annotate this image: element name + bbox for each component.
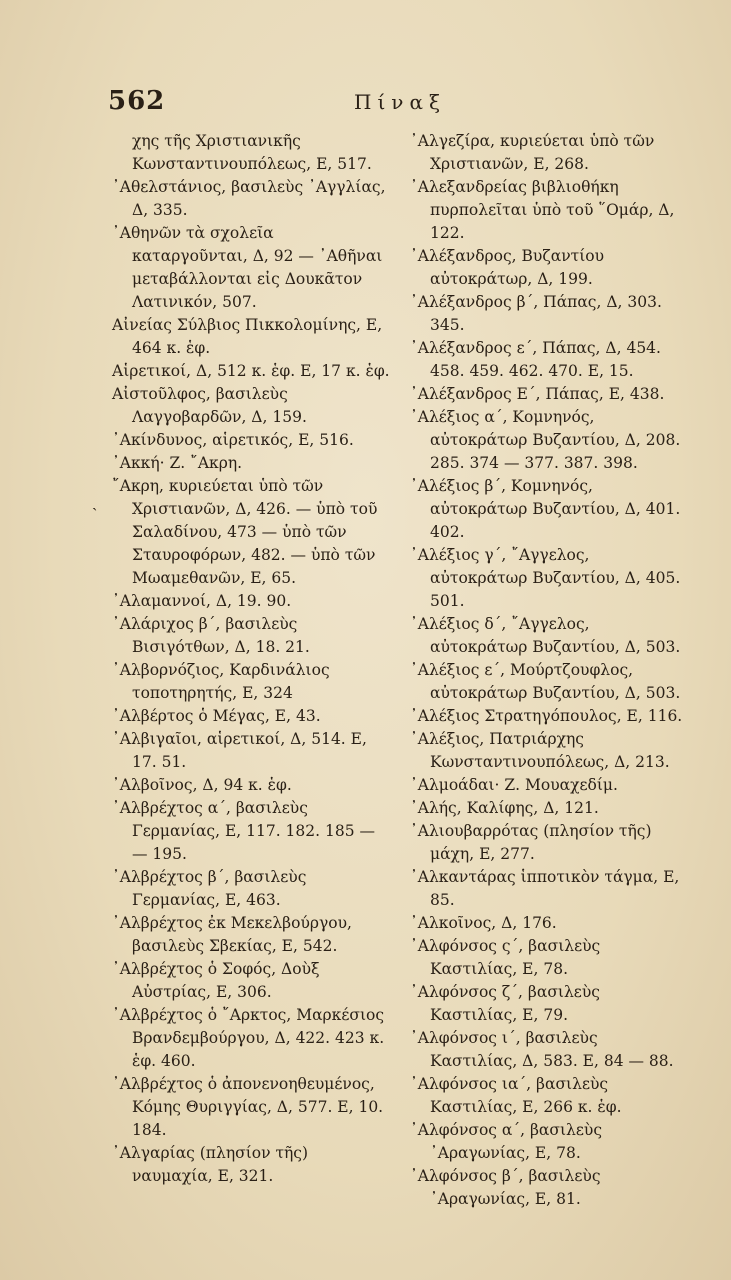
index-entry: ᾿Αλέξιος γ΄, ῎Αγγελος, αὐτοκράτωρ Βυζαντίου, Δ, 405. 501. xyxy=(410,546,681,610)
index-entry: ᾿Αλβέρτος ὁ Μέγας, Ε, 43. xyxy=(112,707,321,725)
index-entry: ᾿Αλέξιος β΄, Κομνηνός, αὐτοκράτωρ Βυζαντίου, Δ, 401. 402. xyxy=(410,477,681,541)
index-entry: ᾿Αλέξανδρος β΄, Πάπας, Δ, 303. 345. xyxy=(410,293,662,334)
index-entry: ᾿Αλιουβαρρότας (πλησίον τῆς) μάχη, Ε, 277. xyxy=(410,822,652,863)
index-entry: ᾿Αλβρέχτος β΄, βασιλεὺς Γερμανίας, Ε, 463. xyxy=(112,868,307,909)
index-entry: ᾿Αλέξιος ε΄, Μούρτζουφλος, αὐτοκράτωρ Βυζαντίου, Δ, 503. xyxy=(410,661,681,702)
index-entry: ᾿Αλβρέχτος ὁ ῎Αρκτος, Μαρκέσιος Βρανδεμβούργου, Δ, 422. 423 κ. ἑφ. 460. xyxy=(112,1006,385,1070)
index-entry: ᾿Αλφόνσος ια΄, βασιλεὺς Καστιλίας, Ε, 266 κ. ἑφ. xyxy=(410,1075,622,1116)
index-entry: ᾿Αλφόνσος ι΄, βασιλεὺς Καστιλίας, Δ, 583. Ε, 84 — 88. xyxy=(410,1029,674,1070)
index-entry: Αἰνείας Σύλβιος Πικκολομίνης, Ε, 464 κ. ἑφ. xyxy=(112,316,383,357)
index-column-left xyxy=(112,130,390,1188)
index-entry: ᾿Ακκή· Ζ. ῎Ακρη. xyxy=(112,454,243,472)
index-entry: ᾿Αλκοῖνος, Δ, 176. xyxy=(410,914,557,932)
index-entry: ᾿Αλέξιος, Πατριάρχης Κωνσταντινουπόλεως, Δ, 213. xyxy=(410,730,670,771)
index-entry: ᾿Αλαμαννοί, Δ, 19. 90. xyxy=(112,592,292,610)
index-column-right xyxy=(410,130,688,1211)
index-entry: ᾿Αλέξιος Στρατηγόπουλος, Ε, 116. xyxy=(410,707,683,725)
running-head: Πίναξ xyxy=(354,90,446,114)
margin-mark: ˎ xyxy=(92,492,98,511)
page-number: 562 xyxy=(108,86,166,116)
index-entry: ᾿Αλμοάδαι· Ζ. Μουαχεδίμ. xyxy=(410,776,618,794)
index-entry: ᾿Αλής, Καλίφης, Δ, 121. xyxy=(410,799,599,817)
index-entry: ᾿Αλφόνσος β΄, βασιλεὺς ᾿Αραγωνίας, Ε, 81. xyxy=(410,1167,601,1208)
index-entry: ᾿Αλέξανδρος, Βυζαντίου αὐτοκράτωρ, Δ, 199. xyxy=(410,247,605,288)
index-entry: ᾿Αλβιγαῖοι, αἱρετικοί, Δ, 514. Ε, 17. 51. xyxy=(112,730,367,771)
index-entry: ᾿Αλεξανδρείας βιβλιοθήκη πυρπολεῖται ὑπὸ τοῦ ῞Ομάρ, Δ, 122. xyxy=(410,178,675,242)
index-entry: ῎Ακρη, κυριεύεται ὑπὸ τῶν Χριστιανῶν, Δ, 426. — ὑπὸ τοῦ Σαλαδίνου, 473 — ὑπὸ τῶν Σταυροφόρων, 482. — ὑπὸ τῶν Μωαμεθανῶν, Ε, 65. xyxy=(112,477,378,587)
index-entry: ᾿Αλβρέχτος α΄, βασιλεὺς Γερμανίας, Ε, 117. 182. 185 — — 195. xyxy=(112,799,375,863)
index-entry: Αἰστοῦλφος, βασιλεὺς Λαγγοβαρδῶν, Δ, 159. xyxy=(112,385,307,426)
index-entry: ᾿Ακίνδυνος, αἱρετικός, Ε, 516. xyxy=(112,431,354,449)
index-entry: ᾿Αλβρέχτος ἐκ Μεκελβούργου, βασιλεὺς Σβεκίας, Ε, 542. xyxy=(112,914,352,955)
index-entry: ᾿Αλφόνσος α΄, βασιλεὺς ᾿Αραγωνίας, Ε, 78. xyxy=(410,1121,603,1162)
index-entry: ᾿Αλφόνσος ς΄, βασιλεὺς Καστιλίας, Ε, 78. xyxy=(410,937,601,978)
index-entry: ᾿Αθηνῶν τὰ σχολεῖα καταργοῦνται, Δ, 92 — ᾿Αθῆναι μεταβάλλονται εἰς Δουκᾶτον Λατινικόν, 507. xyxy=(112,224,383,311)
index-entry: ᾿Αλγαρίας (πλησίον τῆς) ναυμαχία, Ε, 321. xyxy=(112,1144,309,1185)
index-entry: ᾿Αλέξιος α΄, Κομνηνός, αὐτοκράτωρ Βυζαντίου, Δ, 208. 285. 374 — 377. 387. 398. xyxy=(410,408,681,472)
index-entry: ᾿Αλέξιος δ΄, ῎Αγγελος, αὐτοκράτωρ Βυζαντίου, Δ, 503. xyxy=(410,615,681,656)
index-entry: χης τῆς Χριστιανικῆς Κωνσταντινουπόλεως, Ε, 517. xyxy=(132,132,372,173)
index-entry: ᾿Αλάριχος β΄, βασιλεὺς Βισιγότθων, Δ, 18. 21. xyxy=(112,615,310,656)
index-entry: Αἱρετικοί, Δ, 512 κ. ἑφ. Ε, 17 κ. ἑφ. xyxy=(112,362,390,380)
index-entry: ᾿Αλβρέχτος ὁ Σοφός, Δοὺξ Αὐστρίας, Ε, 306. xyxy=(112,960,320,1001)
index-entry: ᾿Αλφόνσος ζ΄, βασιλεὺς Καστιλίας, Ε, 79. xyxy=(410,983,600,1024)
index-entry: ᾿Αλγεζίρα, κυριεύεται ὑπὸ τῶν Χριστιανῶν, Ε, 268. xyxy=(410,132,655,173)
index-entry: ᾿Αθελστάνιος, βασιλεὺς ᾿Αγγλίας, Δ, 335. xyxy=(112,178,386,219)
index-entry: ᾿Αλβοῖνος, Δ, 94 κ. ἑφ. xyxy=(112,776,292,794)
index-entry: ᾿Αλκαντάρας ἱπποτικὸν τάγμα, Ε, 85. xyxy=(410,868,680,909)
index-entry: ᾿Αλβορνόζιος, Καρδινάλιος τοποτηρητής, Ε, 324 xyxy=(112,661,330,702)
index-entry: ᾿Αλβρέχτος ὁ ἀπονενοηθευμένος, Κόμης Θυριγγίας, Δ, 577. Ε, 10. 184. xyxy=(112,1075,384,1139)
index-entry: ᾿Αλέξανδρος Ε΄, Πάπας, Ε, 438. xyxy=(410,385,665,403)
index-entry: ᾿Αλέξανδρος ε΄, Πάπας, Δ, 454. 458. 459. 462. 470. Ε, 15. xyxy=(410,339,661,380)
